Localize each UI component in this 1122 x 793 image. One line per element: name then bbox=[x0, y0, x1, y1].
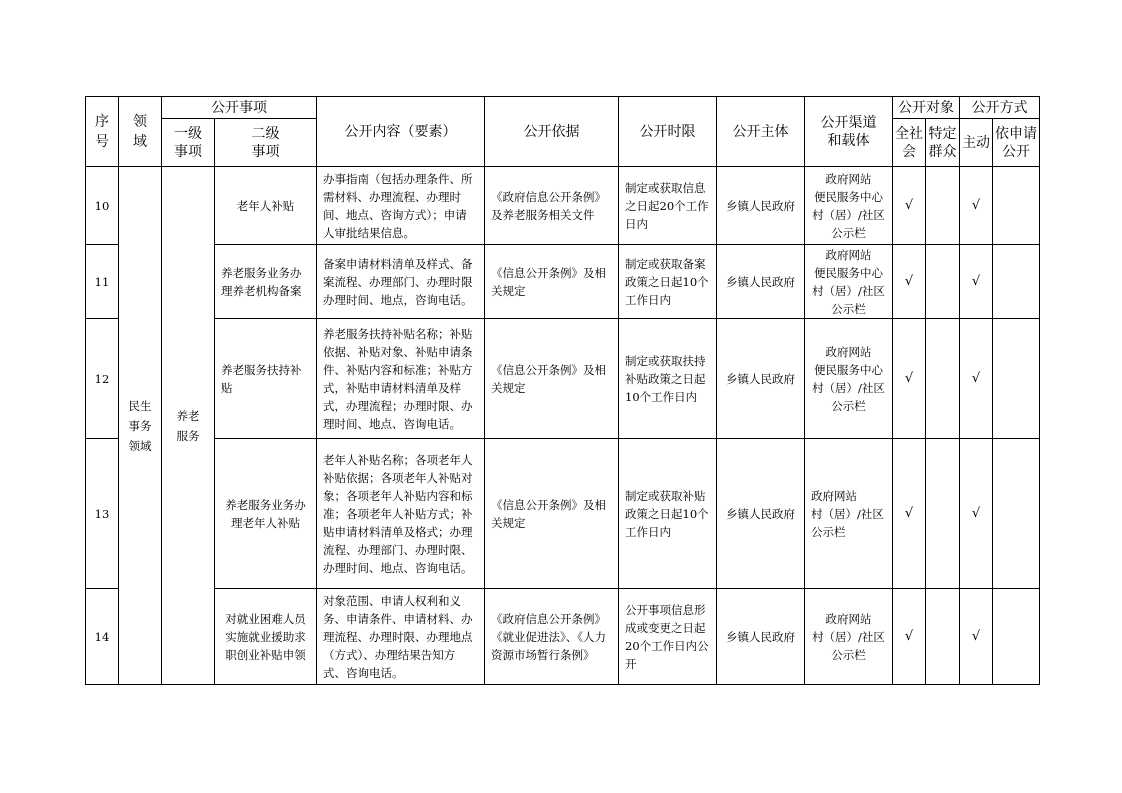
cell-level2: 养老服务业务办理养老机构备案 bbox=[215, 245, 317, 319]
cell-level2: 养老服务业务办理老年人补贴 bbox=[215, 439, 317, 589]
cell-target-all: √ bbox=[893, 319, 926, 439]
cell-content: 养老服务扶持补贴名称；补贴依据、补贴对象、补贴申请条件、补贴内容和标准；补贴方式，补贴申请材料清单及样式，办理流程；办理时限、办理时间、地点、咨询电话。 bbox=[317, 319, 485, 439]
cell-seq: 11 bbox=[86, 245, 119, 319]
table-row bbox=[86, 245, 1040, 319]
header-row-1 bbox=[86, 97, 1040, 119]
cell-mode-request bbox=[993, 589, 1040, 685]
cell-basis: 《信息公开条例》及相关规定 bbox=[485, 245, 619, 319]
header-seq: 序号 bbox=[86, 97, 119, 167]
cell-time-limit: 制定或获取补贴政策之日起10个工作日内 bbox=[619, 439, 717, 589]
cell-level1: 养老服务 bbox=[162, 167, 215, 685]
cell-target-group bbox=[926, 245, 960, 319]
cell-subject: 乡镇人民政府 bbox=[717, 319, 805, 439]
cell-level2: 老年人补贴 bbox=[215, 167, 317, 245]
cell-subject: 乡镇人民政府 bbox=[717, 167, 805, 245]
cell-mode-active: √ bbox=[960, 319, 993, 439]
cell-seq: 12 bbox=[86, 319, 119, 439]
cell-seq: 14 bbox=[86, 589, 119, 685]
cell-mode-active: √ bbox=[960, 439, 993, 589]
disclosure-table bbox=[85, 96, 1040, 685]
cell-seq: 13 bbox=[86, 439, 119, 589]
cell-mode-request bbox=[993, 167, 1040, 245]
header-basis: 公开依据 bbox=[485, 97, 619, 167]
cell-target-all: √ bbox=[893, 245, 926, 319]
cell-channel: 政府网站 村（居）/社区公示栏 bbox=[805, 439, 893, 589]
cell-target-group bbox=[926, 589, 960, 685]
table-row bbox=[86, 589, 1040, 685]
cell-basis: 《政府信息公开条例》及养老服务相关文件 bbox=[485, 167, 619, 245]
cell-subject: 乡镇人民政府 bbox=[717, 439, 805, 589]
cell-target-group bbox=[926, 319, 960, 439]
cell-domain: 民生事务领域 bbox=[119, 167, 162, 685]
cell-target-all: √ bbox=[893, 589, 926, 685]
header-mode-active: 主动 bbox=[960, 119, 993, 167]
cell-channel: 政府网站 便民服务中心 村（居）/社区公示栏 bbox=[805, 167, 893, 245]
cell-channel: 政府网站 便民服务中心 村（居）/社区公示栏 bbox=[805, 245, 893, 319]
cell-time-limit: 制定或获取扶持补贴政策之日起10个工作日内 bbox=[619, 319, 717, 439]
cell-time-limit: 公开事项信息形成或变更之日起20个工作日内公开 bbox=[619, 589, 717, 685]
cell-target-group bbox=[926, 167, 960, 245]
cell-subject: 乡镇人民政府 bbox=[717, 245, 805, 319]
cell-target-all: √ bbox=[893, 439, 926, 589]
cell-mode-active: √ bbox=[960, 167, 993, 245]
cell-target-all: √ bbox=[893, 167, 926, 245]
cell-mode-request bbox=[993, 245, 1040, 319]
header-level1: 一级事项 bbox=[162, 119, 215, 167]
cell-seq: 10 bbox=[86, 167, 119, 245]
header-mode: 公开方式 bbox=[960, 97, 1040, 119]
cell-mode-active: √ bbox=[960, 589, 993, 685]
header-channel: 公开渠道和载体 bbox=[805, 97, 893, 167]
cell-time-limit: 制定或获取信息之日起20个工作日内 bbox=[619, 167, 717, 245]
header-target-group: 特定群众 bbox=[926, 119, 960, 167]
cell-basis: 《政府信息公开条例》《就业促进法》、《人力资源市场暂行条例》 bbox=[485, 589, 619, 685]
cell-content: 备案申请材料清单及样式、备案流程、办理部门、办理时限办理时间、地点，咨询电话。 bbox=[317, 245, 485, 319]
table-row bbox=[86, 167, 1040, 245]
cell-basis: 《信息公开条例》及相关规定 bbox=[485, 439, 619, 589]
header-target: 公开对象 bbox=[893, 97, 960, 119]
cell-channel: 政府网站 便民服务中心 村（居）/社区公示栏 bbox=[805, 319, 893, 439]
header-time-limit: 公开时限 bbox=[619, 97, 717, 167]
cell-subject: 乡镇人民政府 bbox=[717, 589, 805, 685]
table-row bbox=[86, 319, 1040, 439]
header-matter: 公开事项 bbox=[162, 97, 317, 119]
header-level2: 二级事项 bbox=[215, 119, 317, 167]
header-domain: 领域 bbox=[119, 97, 162, 167]
table-row bbox=[86, 439, 1040, 589]
header-content: 公开内容（要素） bbox=[317, 97, 485, 167]
cell-mode-request bbox=[993, 319, 1040, 439]
cell-target-group bbox=[926, 439, 960, 589]
cell-level2: 对就业困难人员实施就业援助求职创业补贴申领 bbox=[215, 589, 317, 685]
cell-content: 办事指南（包括办理条件、所需材料、办理流程、办理时间、地点、咨询方式）；申请人审批结果信息。 bbox=[317, 167, 485, 245]
cell-content: 老年人补贴名称；各项老年人补贴依据；各项老年人补贴对象；各项老年人补贴内容和标准；各项老年人补贴方式；补贴申请材料清单及格式；办理流程、办理部门、办理时限、办理时间、地点、咨询电话。 bbox=[317, 439, 485, 589]
cell-basis: 《信息公开条例》及相关规定 bbox=[485, 319, 619, 439]
cell-channel: 政府网站 村（居）/社区公示栏 bbox=[805, 589, 893, 685]
cell-content: 对象范围、申请人权利和义务、申请条件、申请材料、办理流程、办理时限、办理地点（方式）、办理结果告知方式、咨询电话。 bbox=[317, 589, 485, 685]
header-mode-request: 依申请公开 bbox=[993, 119, 1040, 167]
cell-mode-request bbox=[993, 439, 1040, 589]
cell-time-limit: 制定或获取备案政策之日起10个工作日内 bbox=[619, 245, 717, 319]
header-target-all: 全社会 bbox=[893, 119, 926, 167]
cell-mode-active: √ bbox=[960, 245, 993, 319]
header-subject: 公开主体 bbox=[717, 97, 805, 167]
cell-level2: 养老服务扶持补贴 bbox=[215, 319, 317, 439]
